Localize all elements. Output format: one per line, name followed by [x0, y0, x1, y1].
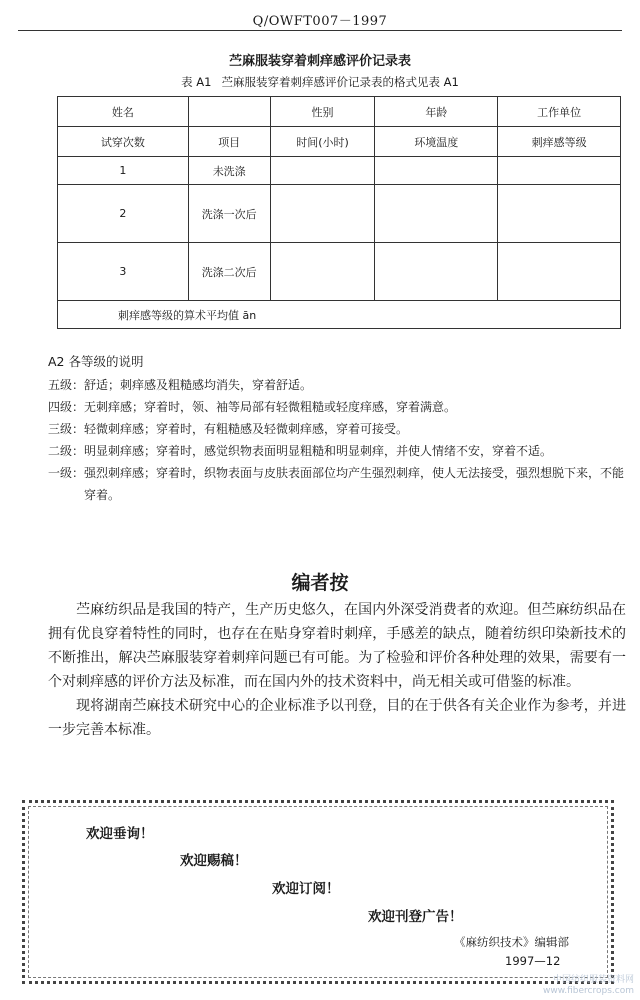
grade-desc: 明显刺痒感；穿着时，感觉织物表面明显粗糙和明显刺痒，并使人情绪不安，穿着不适。 — [84, 444, 553, 458]
gender-header-cell: 性别 — [270, 97, 375, 127]
table-row — [58, 157, 621, 185]
standard-code: Q/OWFT007－1997 — [252, 14, 388, 29]
empty-cell — [498, 157, 621, 185]
welcome-subscription: 欢迎订阅！ — [272, 881, 340, 897]
empty-cell — [270, 157, 375, 185]
grade-name: 五级： — [48, 378, 85, 392]
grade-name: 三级： — [48, 422, 85, 436]
time-header-cell: 时间(小时) — [270, 127, 375, 157]
editor-note-body — [48, 598, 626, 742]
average-grade-cell: 刺痒感等级的算术平均值 ān — [58, 301, 621, 329]
list-item — [48, 374, 628, 396]
watermark-url: www.fibercrops.com — [543, 986, 634, 996]
table-row — [58, 97, 621, 127]
itch-grade-header-cell: 刺痒感等级 — [498, 127, 621, 157]
trial-number-cell: 2 — [58, 185, 189, 243]
grade-desc: 强烈刺痒感；穿着时，织物表面与皮肤表面部位均产生强烈刺痒，使人无法接受，强烈想脱下来，不能穿着。 — [84, 466, 625, 502]
watermark — [543, 975, 634, 997]
grade-name: 四级： — [48, 400, 85, 414]
list-item — [48, 418, 628, 440]
grade-desc: 无刺痒感；穿着时，领、袖等局部有轻微粗糙或轻度痒感，穿着满意。 — [84, 400, 457, 414]
grade-name: 二级： — [48, 444, 85, 458]
table-caption — [0, 74, 640, 90]
table-row — [58, 185, 621, 243]
empty-cell — [498, 243, 621, 301]
empty-cell — [270, 243, 375, 301]
editor-note-title: 编者按 — [291, 572, 349, 594]
list-item — [48, 462, 628, 506]
editor-note-paragraph: 苎麻纺织品是我国的特产，生产历史悠久，在国内外深受消费者的欢迎。但苎麻纺织品在拥有优良穿着特性的同时，也存在在贴身穿着时刺痒，手感差的缺点，随着纺织印染新技术的不断推出，解决苎麻服装穿着刺痒问题已有可能。为了检验和评价各种处理的效果，需要有一个对刺痒感的评价方法及标准，而在国内外的技术资料中，尚无相关或可借鉴的标准。 — [48, 602, 626, 690]
welcome-inquiry: 欢迎垂询！ — [86, 826, 154, 842]
name-header-cell: 姓名 — [58, 97, 189, 127]
trial-number-cell: 3 — [58, 243, 189, 301]
item-header-cell: 项目 — [188, 127, 270, 157]
list-item — [48, 440, 628, 462]
trial-number-cell: 1 — [58, 157, 189, 185]
grades-list — [48, 374, 628, 506]
issue-date: 1997—12 — [505, 954, 561, 968]
trial-item-cell: 洗涤一次后 — [188, 185, 270, 243]
editor-note-paragraph: 现将湖南苎麻技术研究中心的企业标准予以刊登，目的在于供各有关企业作为参考，并进一步完善本标准。 — [48, 698, 626, 738]
table-row — [58, 243, 621, 301]
empty-cell — [375, 157, 498, 185]
grades-heading: A2 各等级的说明 — [48, 354, 144, 369]
table-row — [58, 301, 621, 329]
list-item — [48, 396, 628, 418]
trial-item-cell: 未洗涤 — [188, 157, 270, 185]
employer-header-cell: 工作单位 — [498, 97, 621, 127]
trial-item-cell: 洗涤二次后 — [188, 243, 270, 301]
age-header-cell: 年龄 — [375, 97, 498, 127]
empty-cell — [375, 185, 498, 243]
header-rule — [18, 30, 622, 31]
name-value-cell — [188, 97, 270, 127]
empty-cell — [270, 185, 375, 243]
welcome-submission: 欢迎赐稿！ — [180, 853, 248, 869]
trial-count-header-cell: 试穿次数 — [58, 127, 189, 157]
watermark-line: 中国纺织服装资料网 — [552, 975, 634, 985]
welcome-advertising: 欢迎刊登广告！ — [368, 909, 463, 925]
table-caption-text: 苎麻服装穿着刺痒感评价记录表的格式见表 A1 — [221, 75, 459, 89]
table-label: 表 A1 — [181, 75, 212, 89]
grade-desc: 轻微刺痒感；穿着时，有粗糙感及轻微刺痒感，穿着可接受。 — [84, 422, 409, 436]
grade-name: 一级： — [48, 466, 85, 480]
form-title: 苎麻服装穿着刺痒感评价记录表 — [228, 54, 411, 69]
grade-desc: 舒适；刺痒感及粗糙感均消失，穿着舒适。 — [84, 378, 313, 392]
publisher-name: 《麻纺织技术》编辑部 — [454, 935, 569, 949]
temperature-header-cell: 环境温度 — [375, 127, 498, 157]
empty-cell — [375, 243, 498, 301]
empty-cell — [498, 185, 621, 243]
record-table — [57, 96, 621, 329]
table-row — [58, 127, 621, 157]
